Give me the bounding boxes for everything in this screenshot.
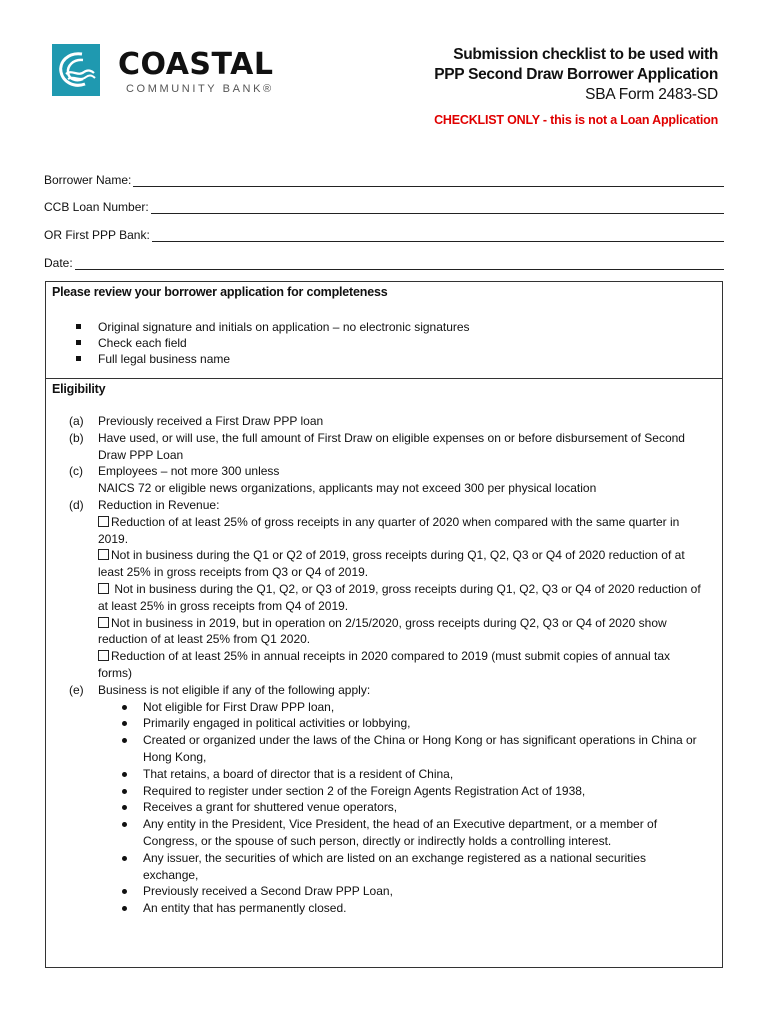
bullet-icon <box>122 705 127 710</box>
revenue-option[interactable]: Not in business during the Q1 or Q2 of 2019, gross receipts during Q1, Q2, Q3 or Q4 of 2020 reduction of at least 25% in gross receipts from Q3 or Q4 of 2019. <box>98 548 685 580</box>
eligibility-item-b: (b) Have used, or will use, the full amount of First Draw on eligible expenses on or before disbursement of Second Draw PPP Loan <box>69 430 685 462</box>
date-field[interactable] <box>44 254 724 270</box>
ccb-loan-number-label: CCB Loan Number: <box>44 200 149 214</box>
list-item: Previously received a Second Draw PPP Loan, <box>98 883 702 900</box>
first-ppp-bank-line[interactable] <box>152 230 724 242</box>
title-line-2: PPP Second Draw Borrower Application <box>434 66 718 83</box>
borrower-name-line[interactable] <box>133 175 724 187</box>
coastal-wave-icon <box>52 44 100 96</box>
square-bullet-icon <box>76 324 81 329</box>
bullet-icon <box>122 738 127 743</box>
eligibility-list <box>46 413 722 917</box>
ineligibility-list <box>98 699 702 917</box>
checkbox[interactable] <box>98 516 109 527</box>
bullet-icon <box>122 805 127 810</box>
list-item: Created or organized under the laws of the China or Hong Kong or has significant operations in China or Hong Kong, <box>98 732 702 766</box>
list-item: Full legal business name <box>76 351 722 367</box>
list-item: Original signature and initials on application – no electronic signatures <box>76 319 722 335</box>
revenue-option[interactable]: Reduction of at least 25% in annual receipts in 2020 compared to 2019 (must submit copies of annual tax forms) <box>98 649 671 680</box>
checkbox[interactable] <box>98 650 109 661</box>
square-bullet-icon <box>76 340 81 345</box>
revenue-option[interactable]: Not in business in 2019, but in operation on 2/15/2020, gross receipts during Q2, Q3 or Q4 of 2020 show reduction of at least 25% from Q1 2020. <box>98 615 667 647</box>
bullet-icon <box>122 856 127 861</box>
eligibility-item-e: (e) Business is not eligible if any of the following apply: Not eligible for First Draw PPP loan, Primarily engaged in political activities or lobbying, Created or organized under the laws of the China or Hong Kong or has significant operations in China or Hong Kong, That retains, a board of director that is a resident of China, Required to register under section 2 of the Foreign Agents Registration Act of 1938, Receives a grant for shuttered venue operators, Any entity in the President, Vice President, the head of an Executive department, or a member of Congress, or the spouse of such person, directly or indirectly holds a controlling interest. Any issuer, the securities of which are listed on an exchange registered as a national securities exchange, Previously received a Second Draw PPP Loan, An entity that has permanently closed. <box>46 682 722 917</box>
eligibility-item-a: (a) Previously received a First Draw PPP loan <box>69 414 324 428</box>
list-item: Any entity in the President, Vice President, the head of an Executive department, or a member of Congress, or the spouse of such person, directly or indirectly holds a controlling interest. <box>98 816 702 850</box>
first-ppp-bank-field[interactable] <box>44 226 724 242</box>
borrower-name-field[interactable] <box>44 171 724 187</box>
square-bullet-icon <box>76 356 81 361</box>
form-number: SBA Form 2483-SD <box>585 86 718 103</box>
revenue-option[interactable]: Not in business during the Q1, Q2, or Q3 of 2019, gross receipts during Q1, Q2, Q3 or Q4 of 2020 reduction of at least 25% in gross receipts from Q4 of 2019. <box>98 581 701 613</box>
revenue-option[interactable]: Reduction of at least 25% of gross receipts in any quarter of 2020 when compared with the same quarter in 2019. <box>98 514 680 546</box>
list-item: Check each field <box>76 335 722 351</box>
bullet-icon <box>122 889 127 894</box>
bank-name: COASTAL <box>118 47 274 82</box>
checkbox[interactable] <box>98 583 109 594</box>
bullet-icon <box>122 906 127 911</box>
date-label: Date: <box>44 256 73 270</box>
bank-logo <box>52 44 292 100</box>
bullet-icon <box>122 772 127 777</box>
bullet-icon <box>122 789 127 794</box>
checkbox[interactable] <box>98 617 109 628</box>
list-item: Receives a grant for shuttered venue operators, <box>98 799 702 816</box>
ccb-loan-number-field[interactable] <box>44 198 724 214</box>
eligibility-section <box>45 378 723 968</box>
document-header <box>434 45 718 129</box>
review-title: Please review your borrower application for completeness <box>52 285 388 299</box>
list-item: Any issuer, the securities of which are listed on an exchange registered as a national securities exchange, <box>98 850 702 884</box>
bank-subtitle: COMMUNITY BANK® <box>126 83 274 95</box>
first-ppp-bank-label: OR First PPP Bank: <box>44 228 150 242</box>
date-line[interactable] <box>75 258 724 270</box>
ccb-loan-number-line[interactable] <box>151 202 724 214</box>
eligibility-title: Eligibility <box>52 382 106 396</box>
list-item: Primarily engaged in political activities or lobbying, <box>98 715 702 732</box>
eligibility-item-d: (d) Reduction in Revenue: Reduction of at least 25% of gross receipts in any quarter of 2020 when compared with the same quarter in 2019. Not in business during the Q1 or Q2 of 2019, gross receipts during Q1, Q2, Q3 or Q4 of 2020 reduction of at least 25% in gross receipts from Q3 or Q4 of 2019. Not in business during the Q1, Q2, or Q3 of 2019, gross receipts during Q1, Q2, Q3 or Q4 of 2020 reduction of at least 25% in gross receipts from Q4 of 2019. Not in business in 2019, but in operation on 2/15/2020, gross receipts during Q2, Q3 or Q4 of 2020 show reduction of at least 25% from Q1 2020. Reduction of at least 25% in annual receipts in 2020 compared to 2019 (must submit copies of annual tax forms) <box>69 497 701 680</box>
review-list <box>76 319 722 367</box>
list-item: An entity that has permanently closed. <box>98 900 702 917</box>
list-item: That retains, a board of director that is a resident of China, <box>98 766 702 783</box>
review-section <box>45 281 723 379</box>
title-line-1: Submission checklist to be used with <box>453 46 718 63</box>
borrower-name-label: Borrower Name: <box>44 173 132 187</box>
list-item: Required to register under section 2 of the Foreign Agents Registration Act of 1938, <box>98 783 702 800</box>
bullet-icon <box>122 721 127 726</box>
bullet-icon <box>122 822 127 827</box>
eligibility-item-c: (c) Employees – not more 300 unless NAICS 72 or eligible news organizations, applicants may not exceed 300 per physical location <box>69 464 597 496</box>
checklist-notice: CHECKLIST ONLY - this is not a Loan Application <box>434 113 718 127</box>
checkbox[interactable] <box>98 549 109 560</box>
list-item: Not eligible for First Draw PPP loan, <box>98 699 702 716</box>
